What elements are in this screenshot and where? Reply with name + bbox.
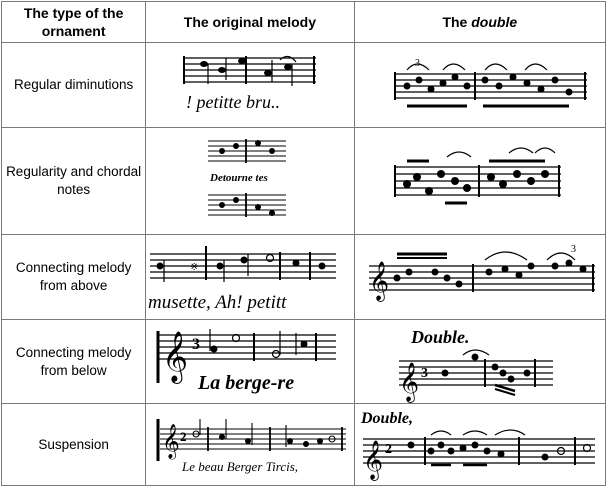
svg-text:𝄞: 𝄞 bbox=[362, 441, 383, 479]
original-melody-cell bbox=[146, 320, 354, 404]
lyric-text: Detourne tes bbox=[210, 171, 268, 184]
row-type-label: Regularity and chordal notes bbox=[2, 128, 146, 235]
header-double: The double bbox=[354, 2, 605, 43]
double-cell bbox=[354, 235, 605, 320]
svg-text:3: 3 bbox=[192, 335, 201, 353]
music-excerpt-image bbox=[146, 405, 352, 485]
music-excerpt-image bbox=[146, 236, 352, 319]
svg-text:※: ※ bbox=[190, 261, 199, 273]
header-original-melody: The original melody bbox=[146, 2, 354, 43]
lyric-text: Le beau Berger Tircis, bbox=[182, 458, 299, 474]
double-label: Double, bbox=[360, 409, 413, 427]
music-excerpt-image bbox=[146, 321, 352, 403]
row-type-label: Suspension bbox=[2, 404, 146, 486]
double-cell bbox=[354, 43, 605, 128]
svg-text:𝄞: 𝄞 bbox=[368, 262, 389, 300]
double-cell bbox=[354, 404, 605, 486]
music-excerpt-image bbox=[355, 236, 604, 319]
double-cell bbox=[354, 320, 605, 404]
music-excerpt-image bbox=[355, 129, 604, 234]
ornament-table bbox=[1, 1, 606, 486]
header-double-italic: double bbox=[471, 14, 518, 30]
svg-text:2: 2 bbox=[180, 428, 187, 444]
row-type-label: Connecting melody from above bbox=[2, 235, 146, 320]
svg-text:2: 2 bbox=[384, 441, 392, 457]
double-label: Double. bbox=[410, 326, 470, 347]
header-ornament-type: The type of the ornament bbox=[2, 2, 146, 43]
svg-text:𝄞: 𝄞 bbox=[162, 331, 189, 381]
music-excerpt-image bbox=[146, 129, 352, 234]
table-row bbox=[2, 404, 606, 486]
music-excerpt-image bbox=[355, 321, 604, 403]
original-melody-cell bbox=[146, 235, 354, 320]
svg-text:𝄞: 𝄞 bbox=[398, 363, 419, 401]
header-row bbox=[2, 2, 606, 43]
lyric-text: ! petitte bru.. bbox=[186, 91, 281, 112]
music-excerpt-image bbox=[146, 44, 352, 127]
svg-text:3: 3 bbox=[570, 243, 576, 255]
table-row bbox=[2, 320, 606, 404]
svg-text:3: 3 bbox=[414, 57, 420, 69]
lyric-text: musette, Ah! petitt bbox=[148, 291, 287, 313]
row-type-label: Connecting melody from below bbox=[2, 320, 146, 404]
original-melody-cell bbox=[146, 128, 354, 235]
lyric-text: La berge-re bbox=[198, 371, 295, 394]
music-excerpt-image bbox=[355, 405, 604, 485]
table-row bbox=[2, 235, 606, 320]
double-cell bbox=[354, 128, 605, 235]
table-row bbox=[2, 43, 606, 128]
original-melody-cell bbox=[146, 404, 354, 486]
row-type-label: Regular diminutions bbox=[2, 43, 146, 128]
original-melody-cell bbox=[146, 43, 354, 128]
svg-text:𝄞: 𝄞 bbox=[162, 424, 180, 458]
music-excerpt-image bbox=[355, 44, 604, 127]
table-row bbox=[2, 128, 606, 235]
svg-text:3: 3 bbox=[420, 365, 428, 381]
